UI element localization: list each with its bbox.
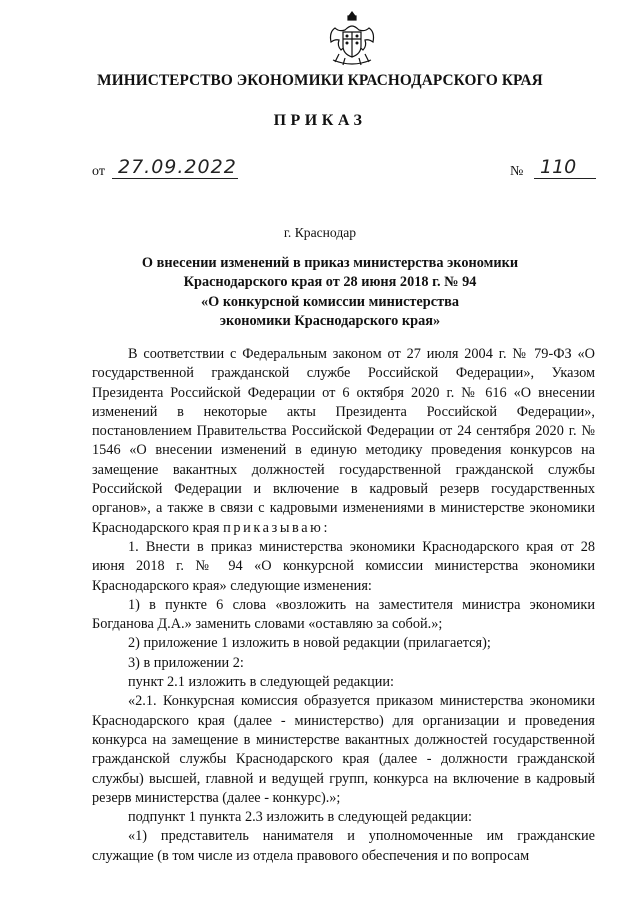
subject-line: Краснодарского края от 28 июня 2018 г. № 94 bbox=[183, 274, 477, 291]
ministry-title: МИНИСТЕРСТВО ЭКОНОМИКИ КРАСНОДАРСКОГО КРАЯ bbox=[97, 72, 543, 89]
number-underline bbox=[534, 178, 596, 179]
order-date: 27.09.2022 bbox=[118, 156, 237, 178]
subject-line: экономики Краснодарского края» bbox=[219, 313, 441, 330]
paragraph-text: В соответствии с Федеральным законом от 27 июля 2004 г. № 79-ФЗ «О государственной гражданской службе Российской Федерации», Указом Президента Российской Федерации от 6 октября 2020 г. № 616 «О внесении изменений в некоторые акты Президента Российской Федерации», постановлением Правительства Российской Федерации от 24 сентября 2020 г. № 1546 «О внесении изменений в единую методику проведения конкурсов на замещение вакантных должностей государственной гражданской службы Российской Федерации и включение в кадровый резерв государственных органов», а также в связи с кадровыми изменениями в министерстве экономики Краснодарского края bbox=[92, 346, 595, 536]
order-subject bbox=[120, 254, 540, 332]
order-body bbox=[92, 345, 595, 866]
date-label: от bbox=[92, 164, 105, 179]
order-number: 110 bbox=[540, 156, 577, 178]
date-underline bbox=[112, 178, 238, 179]
order-word: ПРИКАЗ bbox=[273, 112, 367, 129]
order-date-number-row bbox=[92, 158, 602, 182]
paragraph: «2.1. Конкурсная комиссия образуется приказом министерства экономики Краснодарского края (далее - министерство) для организации и проведения конкурса на замещение в министерстве вакантных должностей государственной гражданской службы Краснодарского края (далее - должности гражданской службы) высшей, главной и ведущей групп, конкурса на включение в кадровый резерв министерства (далее - конкурс).»; bbox=[92, 693, 595, 806]
paragraph: подпункт 1 пункта 2.3 изложить в следующей редакции: bbox=[128, 809, 472, 826]
paragraph: 3) в приложении 2: bbox=[128, 654, 244, 671]
paragraph: 1) в пункте 6 слова «возложить на заместителя министра экономики Богданова Д.А.» заменить словами «оставляю за собой.»; bbox=[92, 596, 595, 633]
paragraph: пункт 2.1 изложить в следующей редакции: bbox=[128, 674, 395, 691]
subject-line: О внесении изменений в приказ министерства экономики bbox=[141, 255, 519, 271]
number-label: № bbox=[510, 164, 524, 179]
coat-of-arms-icon bbox=[327, 10, 377, 68]
paragraph: 1. Внести в приказ министерства экономики Краснодарского края от 28 июня 2018 г. № 94 «О конкурсной комиссии министерства экономики Краснодарского края» следующие изменения: bbox=[92, 538, 595, 594]
order-verb: приказываю: bbox=[223, 519, 331, 536]
paragraph: 2) приложение 1 изложить в новой редакции (прилагается); bbox=[128, 635, 491, 652]
paragraph bbox=[92, 345, 595, 538]
city-line: г. Краснодар bbox=[283, 225, 357, 240]
paragraph: «1) представитель нанимателя и уполномоченные им гражданские служащие (в том числе из отдела правового обеспечения и по вопросам bbox=[92, 828, 595, 864]
subject-line: «О конкурсной комиссии министерства bbox=[201, 293, 459, 310]
